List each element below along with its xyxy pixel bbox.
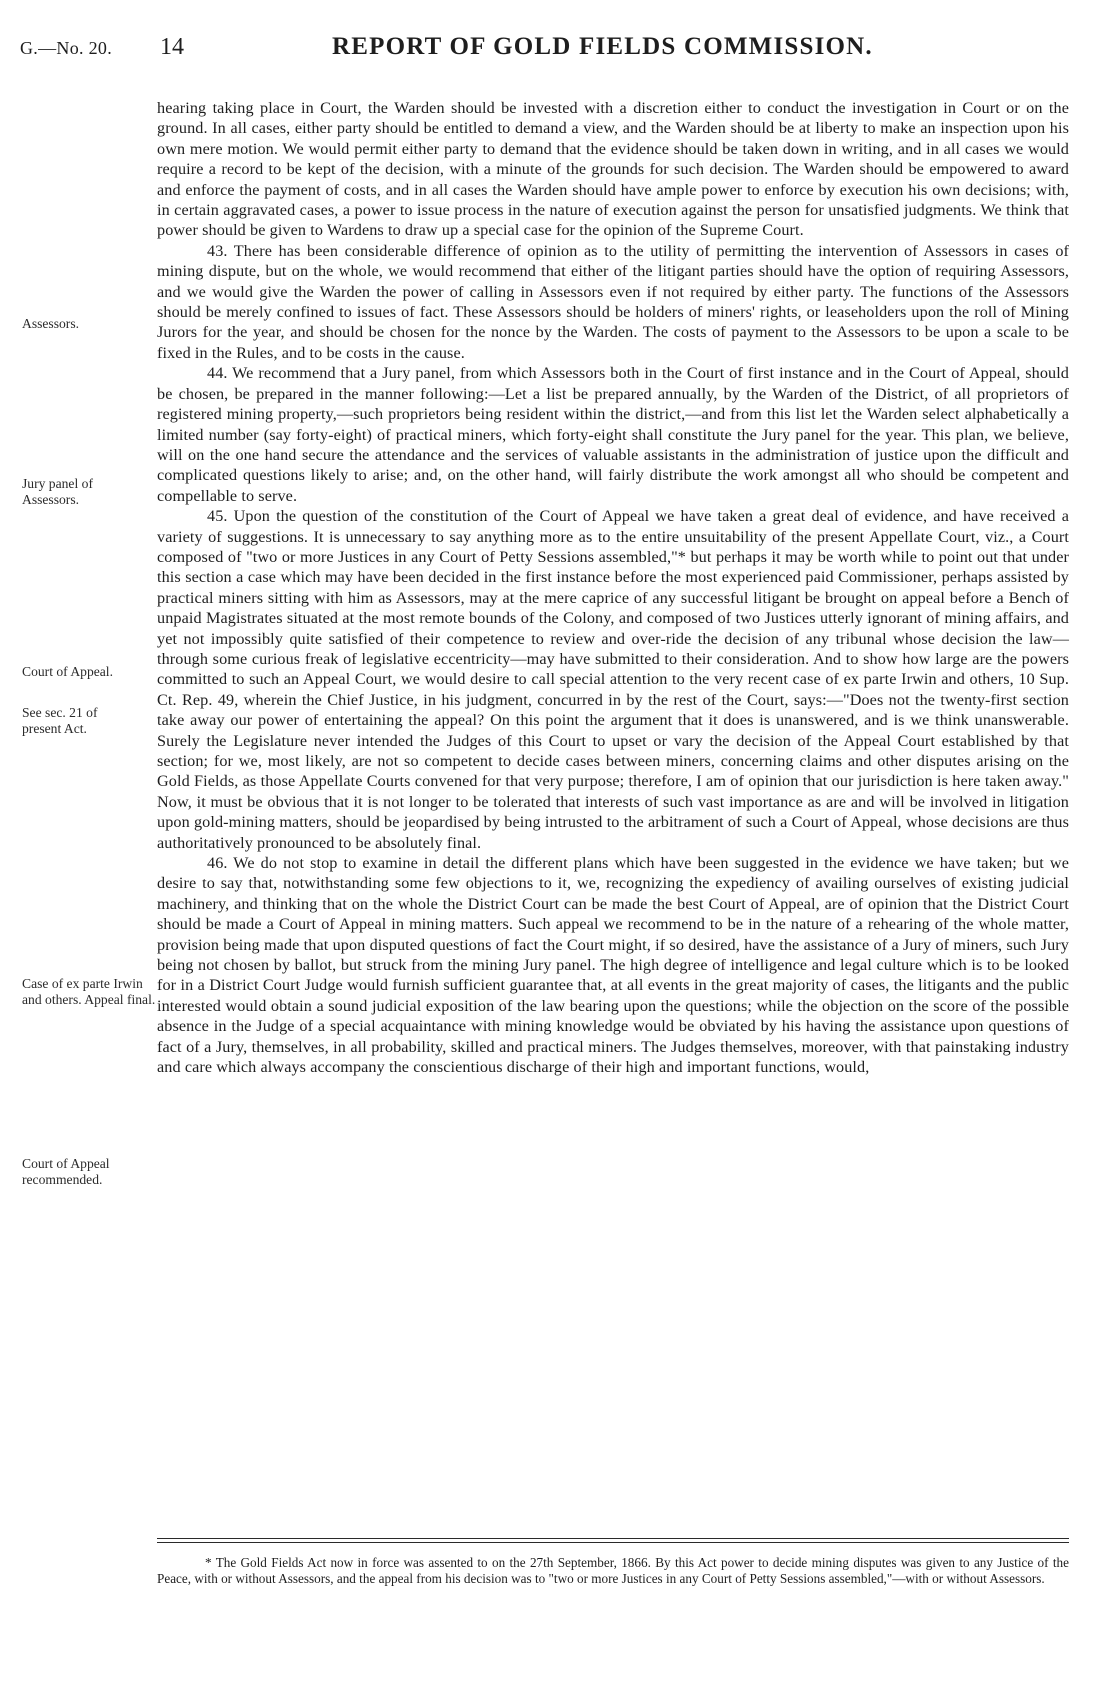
footnote-divider xyxy=(157,1538,1069,1539)
paragraph-continued: hearing taking place in Court, the Warden should be invested with a discretion either to conduct the investigation in Court or on the ground. In all cases, either party should be entitled to demand a view, and the Warden should be at liberty to make an inspection upon his own mere motion. We would permit either party to demand that the evidence should be taken down in writing, and in all cases we would require a record to be kept of the decision, with a minute of the grounds for such decision. The Warden should be empowered to award and enforce the payment of costs, and in all cases the Warden should have ample power to enforce by execution his own decisions; with, in certain aggravated cases, a power to issue process in the nature of execution against the person for unsatisfied judgments. We think that power should be given to Wardens to draw up a special case for the opinion of the Supreme Court. xyxy=(157,99,1069,240)
paragraph-43: 43. There has been considerable difference of opinion as to the utility of permitting the intervention of Assessors in cases of mining dispute, but on the whole, we would recommend that either of the litigant parties should have the option of requiring Assessors, and we would give the Warden the power of calling in Assessors even if not required by either party. The functions of the Assessors should be merely confined to issues of fact. These Assessors should be holders of miners' rights, or leaseholders upon the roll of Mining Jurors for the year, and should be chosen for the nonce by the Warden. The costs of payment to the Assessors to be upon a scale to be fixed in the Rules, and to be costs in the cause. xyxy=(157,241,1069,362)
paragraph-46: 46. We do not stop to examine in detail the different plans which have been suggested in the evidence we have taken; but we desire to say that, notwithstanding some few objections to it, we, recognizing the expediency of availing ourselves of existing judicial machinery, and thinking that on the whole the District Court can be made the best Court of Appeal, are of opinion that the District Court should be made a Court of Appeal in mining matters. Such appeal we recommend to be in the nature of a rehearing of the whole matter, provision being made that upon disputed questions of fact the Court might, if so desired, have the assistance of a Jury of miners, such Jury being not chosen by ballot, but struck from the mining Jury panel. The high degree of intelligence and legal culture which is to be looked for in a District Court Judge would furnish sufficient guarantee that, at all events in the great majority of cases, the litigants and the public interested would obtain a sound judicial exposition of the law bearing upon the questions; while the objection on the score of the possible absence in the Judge of a special acquaintance with mining knowledge would be obviated by his having the assistance upon questions of fact of a Jury, themselves, in all probability, skilled and practical miners. The Judges themselves, moreover, with that painstaking industry and care which always accompany the conscientious discharge of their high and important functions, would, xyxy=(157,854,1069,1077)
sidenote-jury-panel: Jury panel of Assessors. xyxy=(22,476,93,507)
report-body xyxy=(157,98,1069,1078)
page-title: REPORT OF GOLD FIELDS COMMISSION. xyxy=(332,33,873,60)
sidenote-see-sec-21: See sec. 21 of present Act. xyxy=(22,705,98,736)
footnote-divider-second xyxy=(157,1542,1069,1543)
page-number: 14 xyxy=(160,34,184,60)
footnote-text: * The Gold Fields Act now in force was assented to on the 27th September, 1866. By this Act power to decide mining disputes was given to any Justice of the Peace, with or without Assessors, and the appeal from his decision was to "two or more Justices in any Court of Petty Sessions assembled,"—with or without Assessors. xyxy=(157,1555,1069,1587)
footnote xyxy=(157,1555,1069,1587)
document-code: G.—No. 20. xyxy=(20,38,112,58)
sidenote-assessors: Assessors. xyxy=(22,316,80,331)
sidenote-court-of-appeal: Court of Appeal. xyxy=(22,664,113,679)
sidenote-ex-parte-irwin: Case of ex parte Irwin and others. Appeal final. xyxy=(22,976,156,1007)
sidenote-court-of-appeal-recommended: Court of Appeal recommended. xyxy=(22,1156,110,1187)
paragraph-45: 45. Upon the question of the constitution of the Court of Appeal we have taken a great deal of evidence, and have received a variety of suggestions. It is unnecessary to say anything more as to the entire unsuitability of the present Appellate Court, viz., a Court composed of "two or more Justices in any Court of Petty Sessions assembled,"* but perhaps it may be worth while to point out that under this section a case which may have been decided in the first instance before the most experienced paid Commissioner, perhaps assisted by practical miners sitting with him as Assessors, may at the mere caprice of any successful litigant be brought on appeal before a Bench of unpaid Magistrates situated at the most remote bounds of the Colony, and composed of two Justices utterly ignorant of mining affairs, and yet not impossibly quite satisfied of their competence to review and over-ride the decision of any tribunal whose decision the law—through some curious freak of legislative eccentricity—may have submitted to their consideration. And to show how large are the powers committed to such an Appeal Court, we would desire to call special attention to the very recent case of ex parte Irwin and others, 10 Sup. Ct. Rep. 49, wherein the Chief Justice, in his judgment, concurred in by the rest of the Court, says:—"Does not the twenty-first section take away our power of entertaining the appeal? On this point the argument that it does is unanswered, and is we think unanswerable. Surely the Legislature never intended the Judges of this Court to upset or vary the decision of the Appeal Court established by that section; for we, most likely, are not so competent to decide cases between miners, concerning claims and other disputes arising on the Gold Fields, as those Appellate Courts convened for that very purpose; therefore, I am of opinion that our jurisdiction is here taken away." Now, it must be obvious that it is not longer to be tolerated that interests of such vast importance as are and will be involved in litigation upon gold-mining matters, should be jeopardised by being intrusted to the arbitrament of such a Court of Appeal, whose decisions are thus authoritatively pronounced to be absolutely final. xyxy=(157,507,1069,852)
paragraph-44: 44. We recommend that a Jury panel, from which Assessors both in the Court of first instance and in the Court of Appeal, should be chosen, be prepared in the manner following:—Let a list be prepared annually, by the Warden of the District, of all proprietors of registered mining property,—such proprietors being resident within the district,—and from this list let the Warden select alphabetically a limited number (say forty-eight) of practical miners, which forty-eight shall constitute the Jury panel for the year. This plan, we believe, will on the one hand secure the attendance and the services of valuable assistants in the administration of justice upon the difficult and complicated questions likely to arise; and, on the other hand, will fairly distribute the work amongst all who should be competent and compellable to serve. xyxy=(157,364,1069,505)
